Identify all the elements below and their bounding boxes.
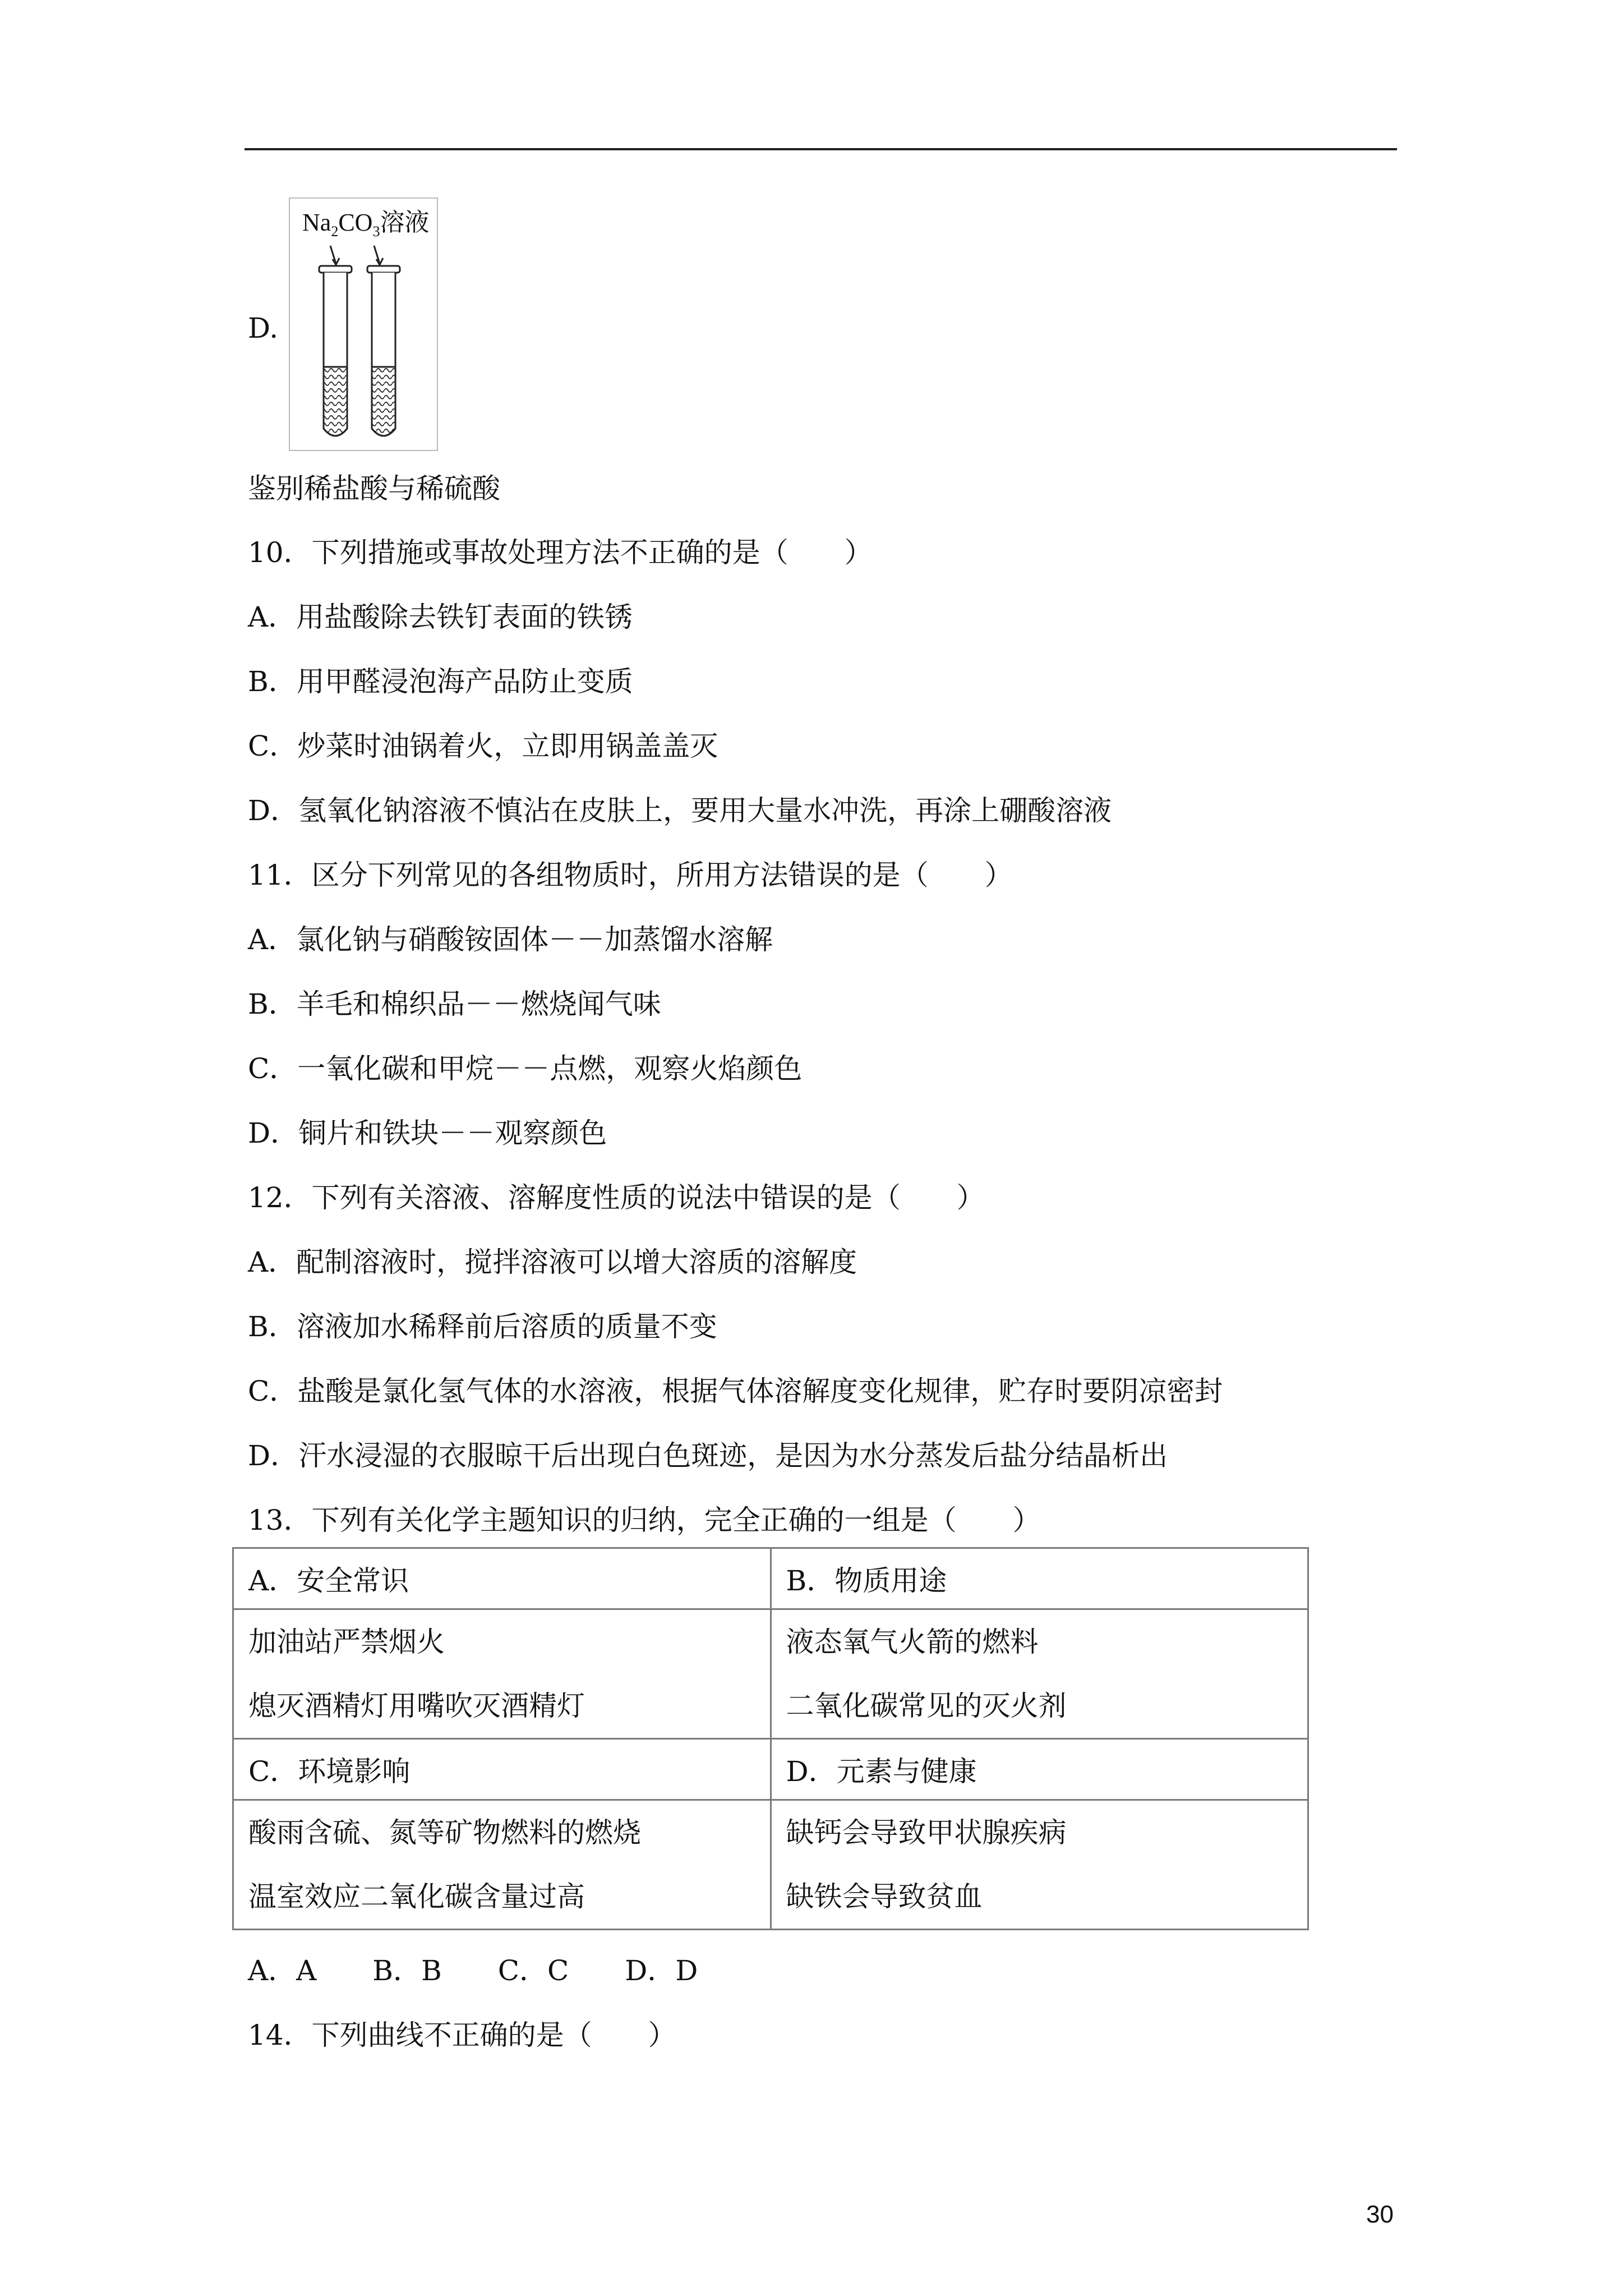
cell-b-body [771,1609,1308,1739]
figure-label: $Na_2CO_3$溶液 [302,209,430,240]
cell-a-line-2: 熄灭酒精灯用嘴吹灭酒精灯 [248,1690,585,1722]
cell-a-head: A．安全常识 [233,1548,771,1609]
question-13-choices: A．A B．B C．C D．D [248,1954,698,1987]
question-14-stem: 14．下列曲线不正确的是（ ） [248,2019,676,2051]
cell-c-line-1: 酸雨含硫、氮等矿物燃料的燃烧 [248,1816,641,1849]
test-tubes-figure [289,197,438,451]
question-12-stem: 12．下列有关溶液、溶解度性质的说法中错误的是（ ） [248,1181,985,1214]
cell-b-line-1: 液态氧气火箭的燃料 [786,1626,1039,1658]
question-12-option-d: D．汗水浸湿的衣服晾干后出现白色斑迹，是因为水分蒸发后盐分结晶析出 [248,1439,1168,1472]
question-11-option-c: C．一氧化碳和甲烷－－点燃，观察火焰颜色 [248,1052,803,1085]
test-tube-right-icon [367,266,400,436]
question-11-option-a: A．氯化钠与硝酸铵固体－－加蒸馏水溶解 [248,923,773,956]
question-10-stem: 10．下列措施或事故处理方法不正确的是（ ） [248,536,873,569]
cell-d-head: D．元素与健康 [771,1739,1308,1800]
question-10-option-b: B．用甲醛浸泡海产品防止变质 [248,665,633,698]
question-11-option-d: D．铜片和铁块－－观察颜色 [248,1117,607,1149]
cell-d-line-1: 缺钙会导致甲状腺疾病 [786,1816,1067,1849]
test-tube-left-icon [319,266,352,436]
question-10-option-c: C．炒菜时油锅着火，立即用锅盖盖灭 [248,730,718,762]
cell-c-head: C．环境影响 [233,1739,771,1800]
cell-a-body [233,1609,771,1739]
question-13-stem: 13．下列有关化学主题知识的归纳，完全正确的一组是（ ） [248,1504,1041,1536]
question-12-option-a: A．配制溶液时，搅拌溶液可以增大溶质的溶解度 [248,1246,857,1278]
cell-b-line-2: 二氧化碳常见的灭火剂 [786,1690,1067,1722]
cell-c-body [233,1800,771,1930]
question-11-option-b: B．羊毛和棉织品－－燃烧闻气味 [248,988,661,1020]
cell-b-head: B．物质用途 [771,1548,1308,1609]
question-12-option-b: B．溶液加水稀释前后溶质的质量不变 [248,1310,717,1343]
figure-caption: 鉴别稀盐酸与稀硫酸 [248,472,500,505]
header-rule [245,148,1397,150]
question-10-option-a: A．用盐酸除去铁钉表面的铁锈 [248,601,633,633]
question-11-stem: 11．区分下列常见的各组物质时，所用方法错误的是（ ） [248,859,1013,891]
cell-a-line-1: 加油站严禁烟火 [248,1626,445,1658]
knowledge-table [232,1547,1309,1930]
cell-d-body [771,1800,1308,1930]
question-10-option-d: D．氢氧化钠溶液不慎沾在皮肤上，要用大量水冲洗，再涂上硼酸溶液 [248,794,1112,827]
question-12-option-c: C．盐酸是氯化氢气体的水溶液，根据气体溶解度变化规律，贮存时要阴凉密封 [248,1375,1223,1407]
page-number: 30 [1366,2201,1394,2228]
cell-d-line-2: 缺铁会导致贫血 [786,1880,983,1913]
option-d-label: D. [248,312,279,344]
cell-c-line-2: 温室效应二氧化碳含量过高 [248,1880,585,1913]
